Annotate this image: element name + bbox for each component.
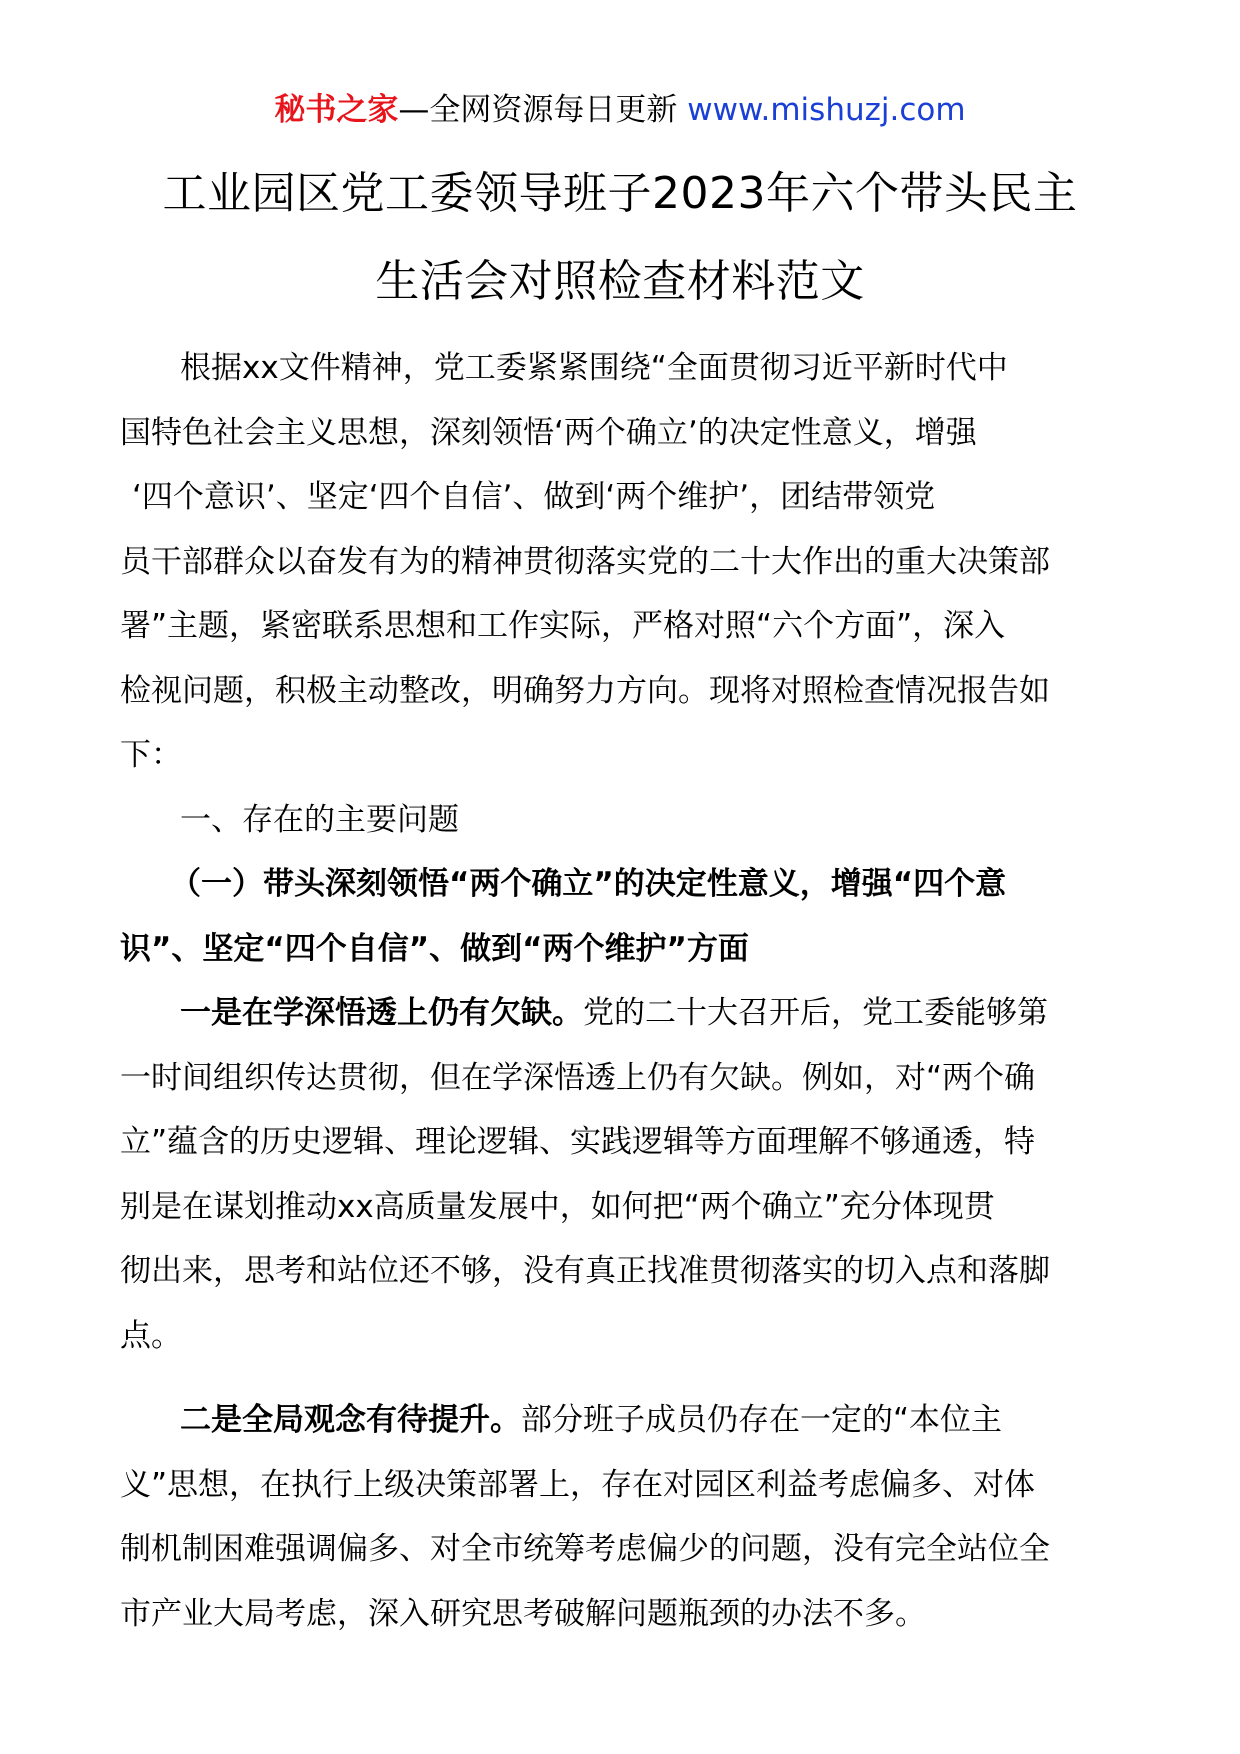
document-body: [120, 336, 1130, 1646]
intro-line-1: 根据xx文件精神，党工委紧紧围绕“全面贯彻习近平新时代中: [180, 350, 1008, 386]
subsection-heading-1: [120, 852, 1130, 981]
point-2-line-3: 制机制困难强调偏多、对全市统筹考虑偏少的问题，没有完全站位全: [120, 1531, 1050, 1567]
point-1-line-1: 党的二十大召开后，党工委能够第: [583, 995, 1048, 1031]
point-1-lead: 一是在学深悟透上仍有欠缺。: [180, 995, 583, 1031]
intro-line-4: 员干部群众以奋发有为的精神贯彻落实党的二十大作出的重大决策部: [120, 543, 1050, 580]
section-heading-1: 一、存在的主要问题: [180, 801, 459, 838]
intro-paragraph: [120, 336, 1130, 788]
intro-line-2: 国特色社会主义思想，深刻领悟‘两个确立’的决定性意义，增强: [120, 414, 977, 451]
intro-line-6: 检视问题，积极主动整改，明确努力方向。现将对照检查情况报告如: [120, 672, 1050, 709]
site-url-link[interactable]: www.mishuzj.com: [687, 92, 966, 128]
point-1-line-6: 点。: [120, 1317, 182, 1354]
site-brand: 秘书之家: [274, 92, 399, 128]
point-2-line-1: 部分班子成员仍存在一定的“本位主: [521, 1402, 1003, 1438]
intro-line-7: 下：: [120, 737, 182, 773]
point-1-line-4: 别是在谋划推动xx高质量发展中，如何把“两个确立”充分体现贯: [120, 1188, 995, 1225]
intro-line-3: ‘四个意识’、坚定‘四个自信’、做到‘两个维护’，团结带领党: [132, 479, 936, 515]
point-1-line-5: 彻出来，思考和站位还不够，没有真正找准贯彻落实的切入点和落脚: [120, 1253, 1050, 1289]
point-2-line-2: 义”思想，在执行上级决策部署上，存在对园区利益考虑偏多、对体: [120, 1466, 1036, 1503]
point-1-line-3: 立”蕴含的历史逻辑、理论逻辑、实践逻辑等方面理解不够通透，特: [120, 1124, 1036, 1160]
intro-line-5: 署”主题，紧密联系思想和工作实际，严格对照“六个方面”，深入: [120, 608, 1006, 644]
subsection-line-1: （一）带头深刻领悟“两个确立”的决定性意义，增强“四个意: [170, 866, 1007, 902]
point-1-line-2: 一时间组织传达贯彻，但在学深悟透上仍有欠缺。例如，对“两个确: [120, 1059, 1036, 1096]
point-2-paragraph: [120, 1388, 1130, 1646]
subsection-line-2: 识”、坚定“四个自信”、做到“两个维护”方面: [120, 930, 749, 967]
document-title-line-2: 生活会对照检查材料范文: [375, 256, 865, 307]
site-header: [0, 88, 1240, 132]
point-2-line-4: 市产业大局考虑，深入研究思考破解问题瓶颈的办法不多。: [120, 1595, 926, 1632]
document-title-line-1: 工业园区党工委领导班子2023年六个带头民主: [162, 168, 1078, 219]
point-2-lead: 二是全局观念有待提升。: [180, 1402, 521, 1438]
point-1-paragraph: [120, 981, 1130, 1368]
site-slogan: —全网资源每日更新: [398, 92, 678, 128]
